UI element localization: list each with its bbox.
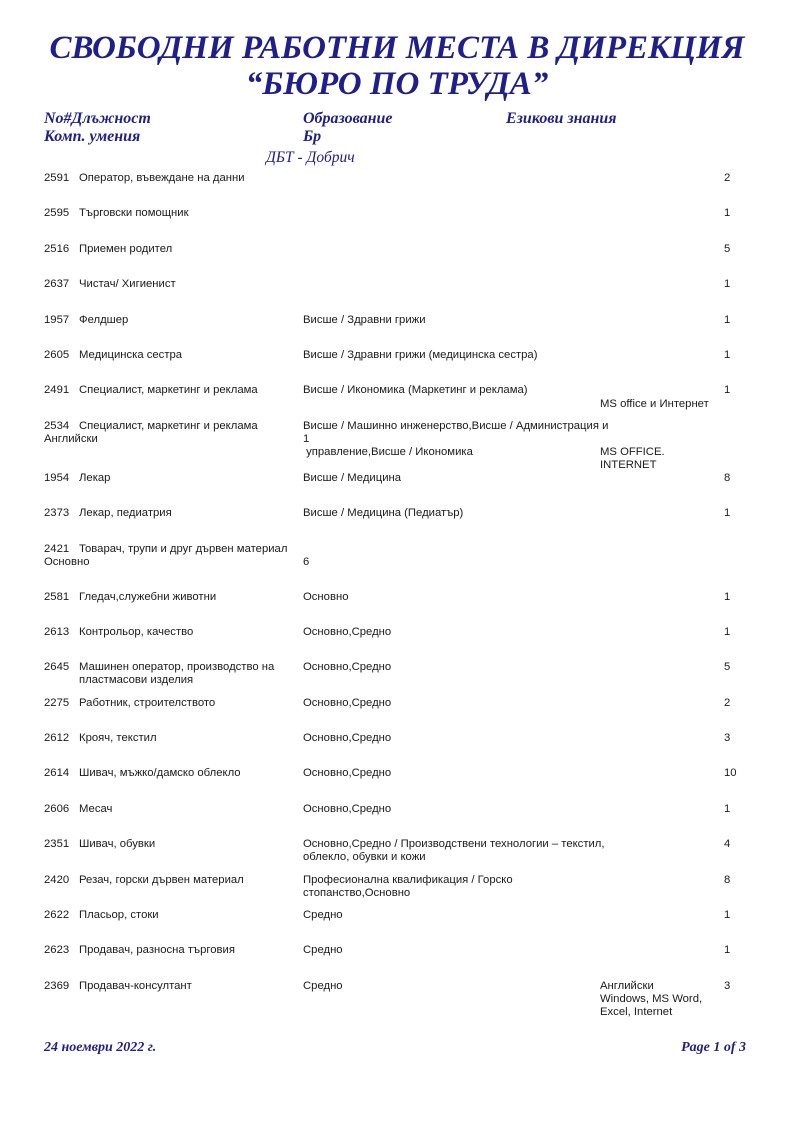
table-row-line (0, 767, 794, 780)
table-row-line (0, 459, 794, 472)
cell-edu: 6 (303, 555, 310, 568)
vacancy-rows (0, 172, 794, 1019)
footer-date: 24 ноември 2022 г. (44, 1040, 157, 1055)
column-header-education: Образование (303, 110, 393, 127)
table-row-line (0, 543, 794, 556)
table-row-line (0, 507, 794, 520)
cell-edu: Основно,Средно / Производствени технологии – текстил, (303, 838, 605, 851)
cell-lang: Excel, Internet (600, 1006, 673, 1019)
table-row (0, 661, 794, 696)
cell-num: 2534 (44, 419, 70, 432)
cell-title: Гледач,служебни животни (79, 590, 217, 603)
cell-num: 1954 (44, 471, 70, 484)
cell-count: 3 (724, 979, 731, 992)
table-row-line (0, 433, 794, 446)
cell-num: 2351 (44, 838, 70, 851)
cell-count: 8 (724, 471, 731, 484)
cell-count: 2 (724, 696, 731, 709)
cell-count: 1 (724, 313, 731, 326)
cell-edu: облекло, обувки и кожи (303, 851, 426, 864)
cell-num: Английски (44, 432, 98, 445)
cell-num: 2606 (44, 802, 70, 815)
table-row-line (0, 398, 794, 411)
column-header-no-position: No#Длъжност (44, 110, 151, 127)
cell-title: Чистач/ Хигиенист (79, 278, 176, 291)
cell-count: 5 (724, 661, 731, 674)
table-row-line (0, 314, 794, 327)
cell-title: Контрольор, качество (79, 625, 194, 638)
cell-title: Оператор, въвеждане на данни (79, 172, 245, 184)
cell-num: 2612 (44, 732, 70, 745)
cell-edu: Висше / Медицина (303, 471, 402, 484)
table-row (0, 543, 794, 591)
cell-title: Лекар (79, 471, 111, 484)
table-row-line (0, 803, 794, 816)
cell-num: 2373 (44, 507, 70, 520)
table-row (0, 472, 794, 507)
cell-title: Специалист, маркетинг и реклама (79, 419, 258, 432)
cell-num: 2595 (44, 207, 70, 220)
table-row (0, 767, 794, 802)
cell-num: 1957 (44, 313, 70, 326)
cell-count: 1 (724, 278, 731, 291)
cell-count: 1 (724, 802, 731, 815)
cell-lang: INTERNET (600, 459, 657, 472)
cell-edu: Средно (303, 944, 343, 957)
column-header-languages: Езикови знания (506, 110, 617, 127)
table-row (0, 909, 794, 944)
table-row-line (0, 674, 794, 687)
cell-title: Фелдшер (79, 313, 129, 326)
cell-title: Лекар, педиатрия (79, 507, 172, 520)
cell-edu: Висше / Медицина (Педиатър) (303, 507, 464, 520)
cell-num: 2275 (44, 696, 70, 709)
cell-edu: Средно (303, 909, 343, 922)
cell-num: 2420 (44, 873, 70, 886)
table-row (0, 944, 794, 979)
table-row-line (0, 732, 794, 745)
cell-num: 2516 (44, 242, 70, 255)
cell-lang: MS office и Интернет (600, 397, 709, 410)
cell-lang: MS OFFICE. (600, 446, 665, 459)
cell-edu: Висше / Здравни грижи (медицинска сестра) (303, 348, 538, 361)
cell-edu: Основно,Средно (303, 661, 392, 674)
table-row-line (0, 626, 794, 639)
cell-title: Шивач, обувки (79, 838, 156, 851)
cell-edu: Основно,Средно (303, 625, 392, 638)
table-row-line (0, 661, 794, 674)
table-row-line (0, 172, 794, 185)
cell-count: 1 (724, 909, 731, 922)
cell-title: Крояч, текстил (79, 732, 157, 745)
table-row (0, 732, 794, 767)
cell-count: 1 (724, 507, 731, 520)
table-row (0, 838, 794, 873)
cell-edu: Средно (303, 979, 343, 992)
table-row (0, 384, 794, 419)
table-row (0, 314, 794, 349)
table-row-line (0, 993, 794, 1006)
cell-edu: стопанство,Основно (303, 886, 411, 899)
table-row (0, 803, 794, 838)
table-row (0, 697, 794, 732)
table-row-line (0, 838, 794, 851)
cell-edu: Основно,Средно (303, 696, 392, 709)
table-row-line (0, 556, 794, 569)
table-row (0, 626, 794, 661)
cell-num: 2613 (44, 625, 70, 638)
cell-edu: Висше / Икономика (Маркетинг и реклама) (303, 384, 528, 397)
document-title (0, 30, 794, 102)
cell-title: Машинен оператор, производство на (79, 661, 275, 674)
document-title-line2: “БЮРО ПО ТРУДА” (245, 66, 549, 102)
table-row-line (0, 697, 794, 710)
cell-title: Товарач, трупи и друг дървен материал (79, 542, 288, 555)
table-row (0, 874, 794, 909)
cell-count: 1 (724, 625, 731, 638)
cell-edu: Професионална квалификация / Горско (303, 873, 513, 886)
table-row-line (0, 446, 794, 459)
cell-edu: Основно,Средно (303, 802, 392, 815)
cell-num: 2637 (44, 278, 70, 291)
cell-num: 2369 (44, 979, 70, 992)
cell-count: 4 (724, 838, 731, 851)
table-row (0, 207, 794, 242)
cell-num: 2421 (44, 542, 70, 555)
table-row (0, 507, 794, 542)
cell-title: пластмасови изделия (79, 674, 194, 687)
cell-title: Специалист, маркетинг и реклама (79, 384, 258, 397)
cell-count: 5 (724, 242, 731, 255)
cell-count: 1 (724, 944, 731, 957)
table-row (0, 979, 794, 1019)
table-row-line (0, 909, 794, 922)
cell-num: 2591 (44, 172, 70, 184)
cell-edu: Основно (303, 590, 349, 603)
column-header-count: Бр (303, 128, 322, 145)
cell-title: Продавач, разносна търговия (79, 944, 235, 957)
table-row-line (0, 851, 794, 864)
table-row (0, 278, 794, 313)
cell-count: 2 (724, 172, 731, 184)
cell-num: 2581 (44, 590, 70, 603)
cell-num: 2623 (44, 944, 70, 957)
cell-edu: Висше / Машинно инженерство,Висше / Администрация и (303, 419, 609, 432)
table-row-line (0, 980, 794, 993)
cell-lang: Windows, MS Word, (600, 993, 703, 1005)
cell-title: Медицинска сестра (79, 348, 183, 361)
cell-num: 2491 (44, 384, 70, 397)
table-row (0, 172, 794, 207)
table-row-line (0, 591, 794, 604)
cell-title: Резач, горски дървен материал (79, 873, 244, 886)
cell-count: 1 (724, 590, 731, 603)
table-row (0, 243, 794, 278)
table-row-line (0, 243, 794, 256)
table-row-line (0, 887, 794, 900)
footer-page-number: Page 1 of 3 (681, 1040, 746, 1055)
cell-count: 1 (724, 348, 731, 361)
cell-title: Търговски помощник (79, 207, 189, 220)
cell-title: Шивач, мъжко/дамско облекло (79, 767, 241, 780)
cell-count: 1 (724, 207, 731, 220)
table-row-line (0, 384, 794, 397)
table-row-line (0, 472, 794, 485)
cell-num: 2645 (44, 661, 70, 674)
cell-lang: Английски (600, 979, 654, 992)
cell-count: 8 (724, 873, 731, 886)
cell-num: 2605 (44, 348, 70, 361)
cell-count: 1 (724, 384, 731, 397)
cell-edu: управление,Висше / Икономика (303, 446, 473, 459)
column-header-computer-skills: Комп. умения (44, 128, 141, 145)
table-row-line (0, 1006, 794, 1019)
cell-title: Продавач-консултант (79, 979, 192, 992)
table-row (0, 349, 794, 384)
table-row-line (0, 944, 794, 957)
table-row-line (0, 349, 794, 362)
cell-edu: Основно,Средно (303, 732, 392, 745)
cell-title: Пласьор, стоки (79, 909, 159, 922)
table-row (0, 420, 794, 472)
table-row (0, 591, 794, 626)
cell-edu: Висше / Здравни грижи (303, 313, 426, 326)
document-title-line1: СВОБОДНИ РАБОТНИ МЕСТА В ДИРЕКЦИЯ (49, 30, 745, 66)
cell-edu: Основно,Средно (303, 767, 392, 780)
cell-title: Месач (79, 802, 113, 815)
table-row-line (0, 874, 794, 887)
cell-title: Работник, строителството (79, 696, 216, 709)
cell-count: 3 (724, 732, 731, 745)
cell-num: Основно (44, 555, 90, 568)
cell-title: Приемен родител (79, 242, 173, 255)
cell-num: 2622 (44, 909, 70, 922)
cell-num: 2614 (44, 767, 70, 780)
table-row-line (0, 420, 794, 433)
table-row-line (0, 207, 794, 220)
table-row-line (0, 278, 794, 291)
cell-count: 10 (724, 767, 737, 780)
section-title: ДБТ - Добрич (266, 149, 355, 166)
cell-edu: 1 (303, 432, 310, 445)
